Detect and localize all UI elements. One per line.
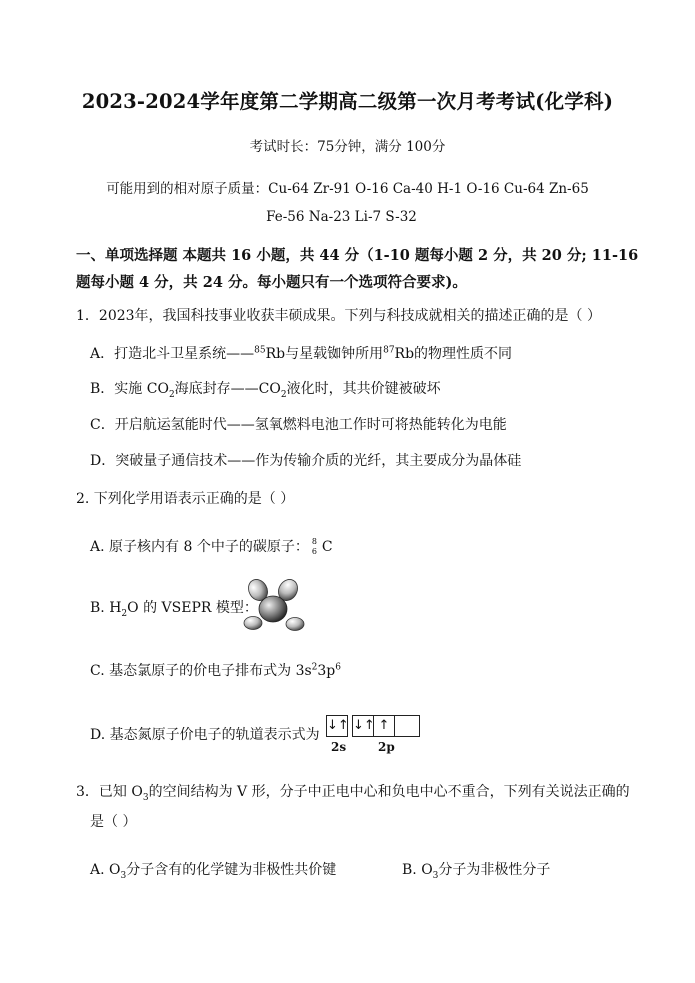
vsepr-model-image bbox=[238, 578, 310, 636]
section-heading-line-2: 题每小题 4 分，共 24 分。每小题只有一个选项符合要求)。 bbox=[76, 274, 467, 291]
question-2-option-a: A. 原子核内有 8 个中子的碳原子： 8 6 C bbox=[90, 537, 333, 556]
orbital-box-2p-3 bbox=[394, 715, 420, 737]
nuclide-notation: 8 6 bbox=[311, 537, 317, 556]
question-3-stem: 3．已知 $O_3$的空间结构为 V 形，分子中正电中心和负电中心不重合，下列有关说法正确的 bbox=[76, 784, 630, 803]
atomic-masses-line-2: Fe-56 Na-23 Li-7 S-32 bbox=[266, 209, 417, 225]
question-1-option-d: D．突破量子通信技术——作为传输介质的光纤，其主要成分为晶体硅 bbox=[90, 453, 522, 469]
orbital-label-2s: 2s bbox=[331, 740, 347, 754]
orbital-box-2s: ↓↑ bbox=[326, 715, 348, 737]
atomic-masses-line-1: 可能用到的相对原子质量：Cu-64 Zr-91 O-16 Ca-40 H-1 O-16 Cu-64 Zn-65 bbox=[106, 181, 589, 197]
question-1-stem: 1．2023年，我国科技事业收获丰硕成果。下列与科技成就相关的描述正确的是（ ） bbox=[76, 308, 601, 324]
orbital-box-2p-2: ↑ bbox=[373, 715, 395, 737]
question-1-option-a: A．打造北斗卫星系统——$^{85}$Rb与星载铷钟所用$^{87}$Rb的物理性质不同 bbox=[90, 345, 513, 362]
question-3-option-b: B. $O_3$分子为非极性分子 bbox=[402, 862, 551, 881]
question-2-stem: 2. 下列化学用语表示正确的是（ ） bbox=[76, 491, 295, 507]
orbital-box-2p-1: ↓↑ bbox=[352, 715, 374, 737]
question-3-stem-line-2: 是（ ） bbox=[90, 814, 137, 830]
question-3-option-a: A. $O_3$分子含有的化学键为非极性共价键 bbox=[90, 862, 337, 881]
page-title: 2023-2024学年度第二学期高二级第一次月考考试(化学科) bbox=[81, 90, 614, 113]
question-2-option-b: B. $H_2O$ 的 VSEPR 模型： bbox=[90, 600, 258, 619]
question-1-option-c: C．开启航运氢能时代——氢氧燃料电池工作时可将热能转化为电能 bbox=[90, 417, 507, 433]
question-2-option-d: D. 基态氮原子价电子的轨道表示式为 bbox=[90, 727, 320, 743]
section-heading-line-1: 一、单项选择题 本题共 16 小题，共 44 分（1-10 题每小题 2 分，共 20 分; 11-16 bbox=[76, 247, 639, 264]
orbital-label-2p: 2p bbox=[378, 740, 395, 754]
exam-duration: 考试时长：75分钟，满分 100分 bbox=[249, 139, 446, 155]
question-1-option-b: B．实施 $CO_2$海底封存$——CO_2$液化时，其共价键被破坏 bbox=[90, 381, 441, 400]
question-2-option-c: C. 基态氯原子的价电子排布式为 $3s^23p^6$ bbox=[90, 662, 341, 679]
